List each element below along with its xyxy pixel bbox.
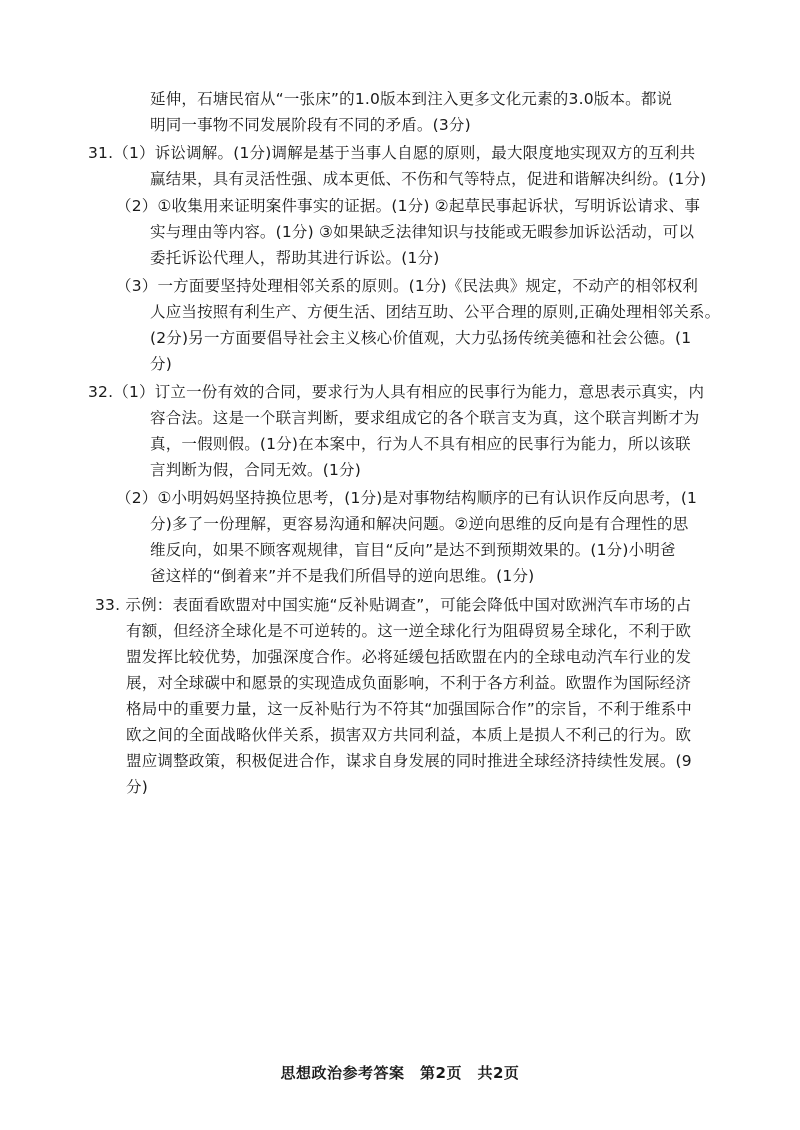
- q32-part1-line-3: 真，一假则假。(1分)在本案中，行为人不具有相应的民事行为能力，所以该联: [150, 435, 691, 453]
- page-footer: 思想政治参考答案 第2页 共2页: [280, 1064, 520, 1082]
- q33-line-7: 盟应调整政策，积极促进合作，谋求自身发展的同时推进全球经济持续性发展。(9: [126, 752, 692, 770]
- q30-text-line-2: 明同一事物不同发展阶段有不同的矛盾。(3分): [150, 116, 471, 134]
- q33-line-3: 盟发挥比较优势，加强深度合作。必将延缓包括欧盟在内的全球电动汽车行业的发: [126, 648, 692, 666]
- q32-part2-line-3: 维反向，如果不顾客观规律，盲目“反向”是达不到预期效果的。(1分)小明爸: [150, 541, 676, 559]
- q32-part2-line-4: 爸这样的“倒着来”并不是我们所倡导的逆向思维。(1分): [150, 567, 535, 585]
- q33-line-2: 有额，但经济全球化是不可逆转的。这一逆全球化行为阻碍贸易全球化，不利于欧: [126, 622, 692, 640]
- q31-part3-line-4: 分): [150, 355, 172, 373]
- q32-part2-line-2: 分)多了一份理解，更容易沟通和解决问题。②逆向思维的反向是有合理性的思: [150, 515, 689, 533]
- q33-line-1: 33. 示例：表面看欧盟对中国实施“反补贴调查”，可能会降低中国对欧洲汽车市场的占: [95, 596, 692, 614]
- q33-line-4: 展，对全球碳中和愿景的实现造成负面影响，不利于各方利益。欧盟作为国际经济: [126, 674, 692, 692]
- q31-part3-line-1: （3）一方面要坚持处理相邻关系的原则。(1分)《民法典》规定，不动产的相邻权利: [116, 277, 699, 295]
- q31-part2-line-1: （2）①收集用来证明案件事实的证据。(1分) ②起草民事起诉状，写明诉讼请求、事: [116, 197, 701, 215]
- q31-part3-line-2: 人应当按照有利生产、方便生活、团结互助、公平合理的原则,正确处理相邻关系。: [150, 303, 721, 321]
- q33-line-6: 欧之间的全面战略伙伴关系，损害双方共同利益，本质上是损人不利己的行为。欧: [126, 726, 692, 744]
- q31-part1-line-1: 31.（1）诉讼调解。(1分)调解是基于当事人自愿的原则，最大限度地实现双方的互利共: [88, 144, 696, 162]
- q33-line-8: 分): [126, 778, 148, 796]
- q32-part1-line-1: 32.（1）订立一份有效的合同，要求行为人具有相应的民事行为能力，意思表示真实，内: [88, 383, 705, 401]
- q32-part2-line-1: （2）①小明妈妈坚持换位思考，(1分)是对事物结构顺序的已有认识作反向思考，(1: [116, 489, 698, 507]
- q31-part1-line-2: 赢结果，具有灵活性强、成本更低、不伤和气等特点，促进和谐解决纠纷。(1分): [150, 170, 707, 188]
- q30-text-line-1: 延伸，石塘民宿从“一张床”的1.0版本到注入更多文化元素的3.0版本。都说: [150, 90, 673, 108]
- q32-part1-line-4: 言判断为假，合同无效。(1分): [150, 461, 361, 479]
- q31-part2-line-3: 委托诉讼代理人，帮助其进行诉讼。(1分): [150, 249, 440, 267]
- q31-part2-line-2: 实与理由等内容。(1分) ③如果缺乏法律知识与技能或无暇参加诉讼活动，可以: [150, 223, 695, 241]
- q33-line-5: 格局中的重要力量，这一反补贴行为不符其“加强国际合作”的宗旨，不利于维系中: [126, 700, 692, 718]
- q32-part1-line-2: 容合法。这是一个联言判断，要求组成它的各个联言支为真，这个联言判断才为: [150, 409, 700, 427]
- q31-part3-line-3: (2分)另一方面要倡导社会主义核心价值观，大力弘扬传统美德和社会公德。(1: [150, 329, 692, 347]
